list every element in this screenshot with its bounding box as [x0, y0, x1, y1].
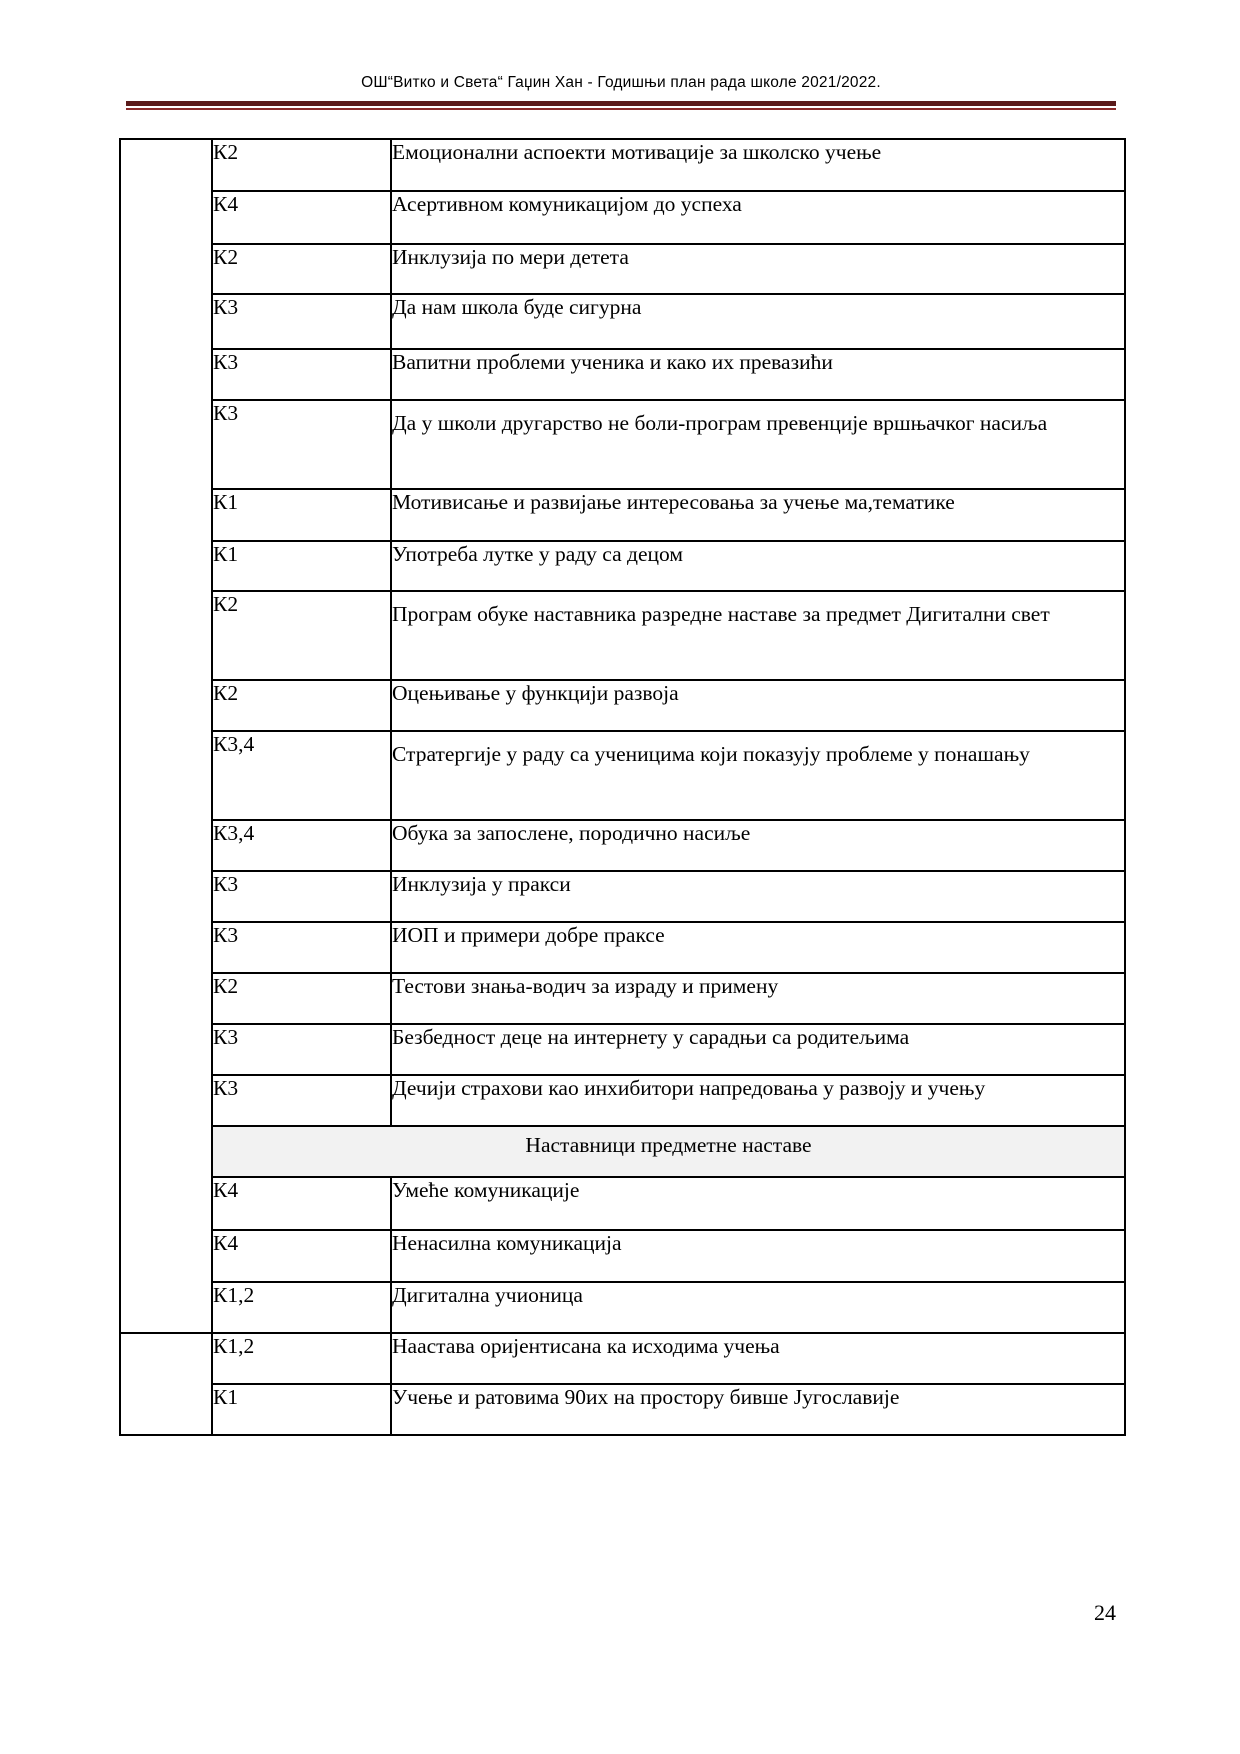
competence-code-cell: К2: [212, 244, 391, 294]
table-row: [120, 244, 1125, 294]
competence-code-cell: К1: [212, 541, 391, 591]
competence-code-cell: К4: [212, 191, 391, 244]
training-table-body: [120, 139, 1125, 1435]
section-heading: Наставници предметне наставе: [212, 1126, 1125, 1177]
page-header: ОШ“Витко и Света“ Гаџин Хан - Годишњи план рада школе 2021/2022.: [361, 74, 881, 91]
competence-code-cell: К3: [212, 1075, 391, 1126]
category-cell-upper: [120, 139, 212, 1333]
table-row: [120, 349, 1125, 400]
table-row: [120, 1333, 1125, 1384]
program-title-cell: Асертивном комуникацијом до успеха: [391, 191, 1125, 244]
competence-code-cell: К4: [212, 1230, 391, 1282]
program-title-cell: Емоционални аспоекти мотивације за школско учење: [391, 139, 1125, 191]
program-title-cell: Програм обуке наставника разредне наставе за предмет Дигитални свет: [391, 591, 1125, 680]
table-row: [120, 1075, 1125, 1126]
program-title-cell: Дигитална учионица: [391, 1282, 1125, 1333]
program-title-cell: Учење и ратовима 90их на простору бивше Југославије: [391, 1384, 1125, 1435]
competence-code-cell: К1,2: [212, 1282, 391, 1333]
competence-code-cell: К3: [212, 294, 391, 349]
competence-code-cell: К4: [212, 1177, 391, 1230]
competence-code-cell: К2: [212, 680, 391, 731]
competence-code-cell: К3: [212, 349, 391, 400]
competence-code-cell: К1: [212, 489, 391, 541]
training-table: [119, 138, 1126, 1436]
program-title-cell: Ненасилна комуникација: [391, 1230, 1125, 1282]
program-title-cell: Наастава оријентисана ка исходима учења: [391, 1333, 1125, 1384]
competence-code-cell: К1: [212, 1384, 391, 1435]
table-row: [120, 541, 1125, 591]
competence-code-cell: К2: [212, 973, 391, 1024]
program-title-cell: Употреба лутке у раду са децом: [391, 541, 1125, 591]
table-row: [120, 400, 1125, 489]
header-rule-thick: [126, 101, 1116, 106]
table-row: [120, 1177, 1125, 1230]
header-rule-thin: [126, 108, 1116, 110]
table-row: [120, 139, 1125, 191]
program-title-cell: Дечији страхови као инхибитори напредовања у развоју и учењу: [391, 1075, 1125, 1126]
program-title-cell: Да у школи другарство не боли-програм превенције вршњачког насиља: [391, 400, 1125, 489]
table-row: [120, 680, 1125, 731]
table-row: [120, 591, 1125, 680]
program-title-cell: Оцењивање у функцији развоја: [391, 680, 1125, 731]
program-title-cell: Стратергије у раду са ученицима који показују проблеме у понашању: [391, 731, 1125, 820]
program-title-cell: Да нам школа буде сигурна: [391, 294, 1125, 349]
competence-code-cell: К1,2: [212, 1333, 391, 1384]
competence-code-cell: К3: [212, 400, 391, 489]
program-title-cell: Инклузија у пракси: [391, 871, 1125, 922]
table-row: [120, 294, 1125, 349]
program-title-cell: Умеће комуникације: [391, 1177, 1125, 1230]
table-row: [120, 973, 1125, 1024]
table-row: [120, 1024, 1125, 1075]
table-row: [120, 191, 1125, 244]
program-title-cell: ИОП и примери добре праксе: [391, 922, 1125, 973]
program-title-cell: Обука за запослене, породично насиље: [391, 820, 1125, 871]
table-row: [120, 820, 1125, 871]
competence-code-cell: К3,4: [212, 820, 391, 871]
competence-code-cell: К3: [212, 871, 391, 922]
program-title-cell: Инклузија по мери детета: [391, 244, 1125, 294]
table-row: [120, 1282, 1125, 1333]
table-row: [120, 489, 1125, 541]
competence-code-cell: К2: [212, 591, 391, 680]
program-title-cell: Мотивисање и развијање интересовања за учење ма,тематике: [391, 489, 1125, 541]
table-row: [120, 871, 1125, 922]
program-title-cell: Вапитни проблеми ученика и како их превазићи: [391, 349, 1125, 400]
program-title-cell: Безбедност деце на интернету у сарадњи са родитељима: [391, 1024, 1125, 1075]
table-row: [120, 922, 1125, 973]
table-row: [120, 731, 1125, 820]
table-row: [120, 1230, 1125, 1282]
competence-code-cell: К3: [212, 922, 391, 973]
program-title-cell: Тестови знања-водич за израду и примену: [391, 973, 1125, 1024]
table-row: [120, 1384, 1125, 1435]
category-cell-lower: [120, 1333, 212, 1435]
competence-code-cell: К2: [212, 139, 391, 191]
page-number: 24: [1094, 1600, 1116, 1625]
competence-code-cell: К3: [212, 1024, 391, 1075]
section-row: [120, 1126, 1125, 1177]
competence-code-cell: К3,4: [212, 731, 391, 820]
